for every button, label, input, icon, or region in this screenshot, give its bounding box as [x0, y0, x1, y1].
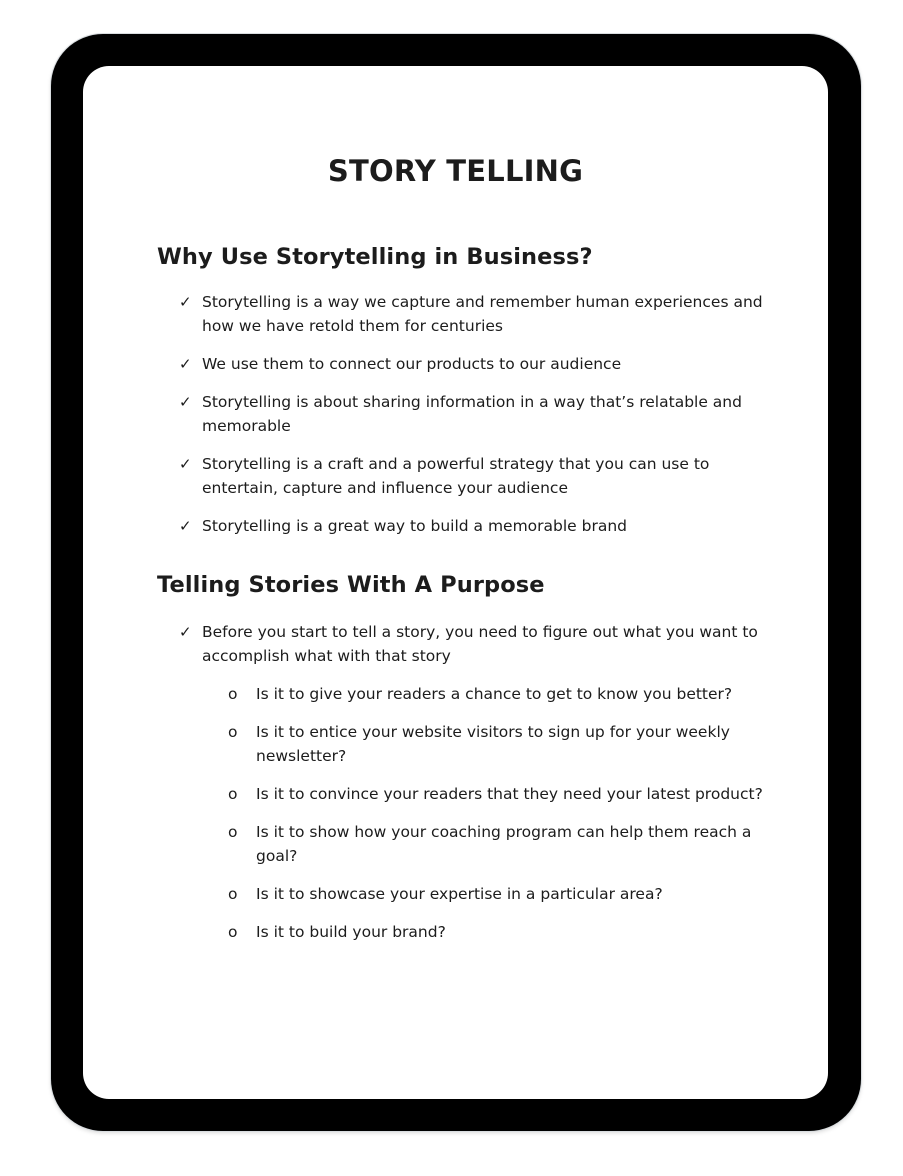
list-item	[179, 290, 769, 338]
stories-purpose-list	[179, 620, 769, 958]
sub-list-item-text: Is it to entice your website visitors to sign up for your weekly newsletter?	[256, 723, 730, 765]
section-heading-why-storytelling: Why Use Storytelling in Business?	[157, 244, 593, 270]
checkmark-icon: ✓	[179, 517, 192, 535]
list-item	[179, 514, 769, 538]
sub-list-item-text: Is it to convince your readers that they need your latest product?	[256, 785, 763, 803]
list-item-text: Before you start to tell a story, you need to figure out what you want to accomplish what with that story	[202, 623, 758, 665]
circle-bullet-icon: o	[228, 885, 238, 903]
sub-list-item	[202, 882, 769, 906]
circle-bullet-icon: o	[228, 685, 238, 703]
list-item-text: Storytelling is a craft and a powerful strategy that you can use to entertain, capture and influence your audience	[202, 455, 710, 497]
section-heading-stories-purpose: Telling Stories With A Purpose	[157, 572, 545, 598]
sub-list-item-text: Is it to give your readers a chance to get to know you better?	[256, 685, 733, 703]
sub-list-item	[202, 820, 769, 868]
sub-list-item-text: Is it to show how your coaching program can help them reach a goal?	[256, 823, 752, 865]
sub-list-item	[202, 920, 769, 944]
document-page	[83, 66, 828, 1099]
list-item	[179, 352, 769, 376]
purpose-questions-list	[202, 682, 769, 944]
circle-bullet-icon: o	[228, 923, 238, 941]
circle-bullet-icon: o	[228, 785, 238, 803]
list-item-text: Storytelling is a great way to build a memorable brand	[202, 517, 628, 535]
list-item	[179, 390, 769, 438]
sub-list-item	[202, 782, 769, 806]
list-item	[179, 620, 769, 944]
page-title: STORY TELLING	[327, 154, 584, 188]
checkmark-icon: ✓	[179, 393, 192, 411]
list-item-text: Storytelling is a way we capture and remember human experiences and how we have retold them for centuries	[202, 293, 763, 335]
sub-list-item-text: Is it to build your brand?	[256, 923, 446, 941]
checkmark-icon: ✓	[179, 623, 192, 641]
list-item-text: Storytelling is about sharing information in a way that’s relatable and memorable	[202, 393, 742, 435]
why-storytelling-list	[179, 290, 769, 552]
list-item-text: We use them to connect our products to our audience	[202, 355, 622, 373]
tablet-frame	[51, 34, 861, 1131]
sub-list-item	[202, 720, 769, 768]
circle-bullet-icon: o	[228, 823, 238, 841]
list-item	[179, 452, 769, 500]
checkmark-icon: ✓	[179, 355, 192, 373]
sub-list-item-text: Is it to showcase your expertise in a particular area?	[256, 885, 663, 903]
circle-bullet-icon: o	[228, 723, 238, 741]
checkmark-icon: ✓	[179, 455, 192, 473]
checkmark-icon: ✓	[179, 293, 192, 311]
sub-list-item	[202, 682, 769, 706]
